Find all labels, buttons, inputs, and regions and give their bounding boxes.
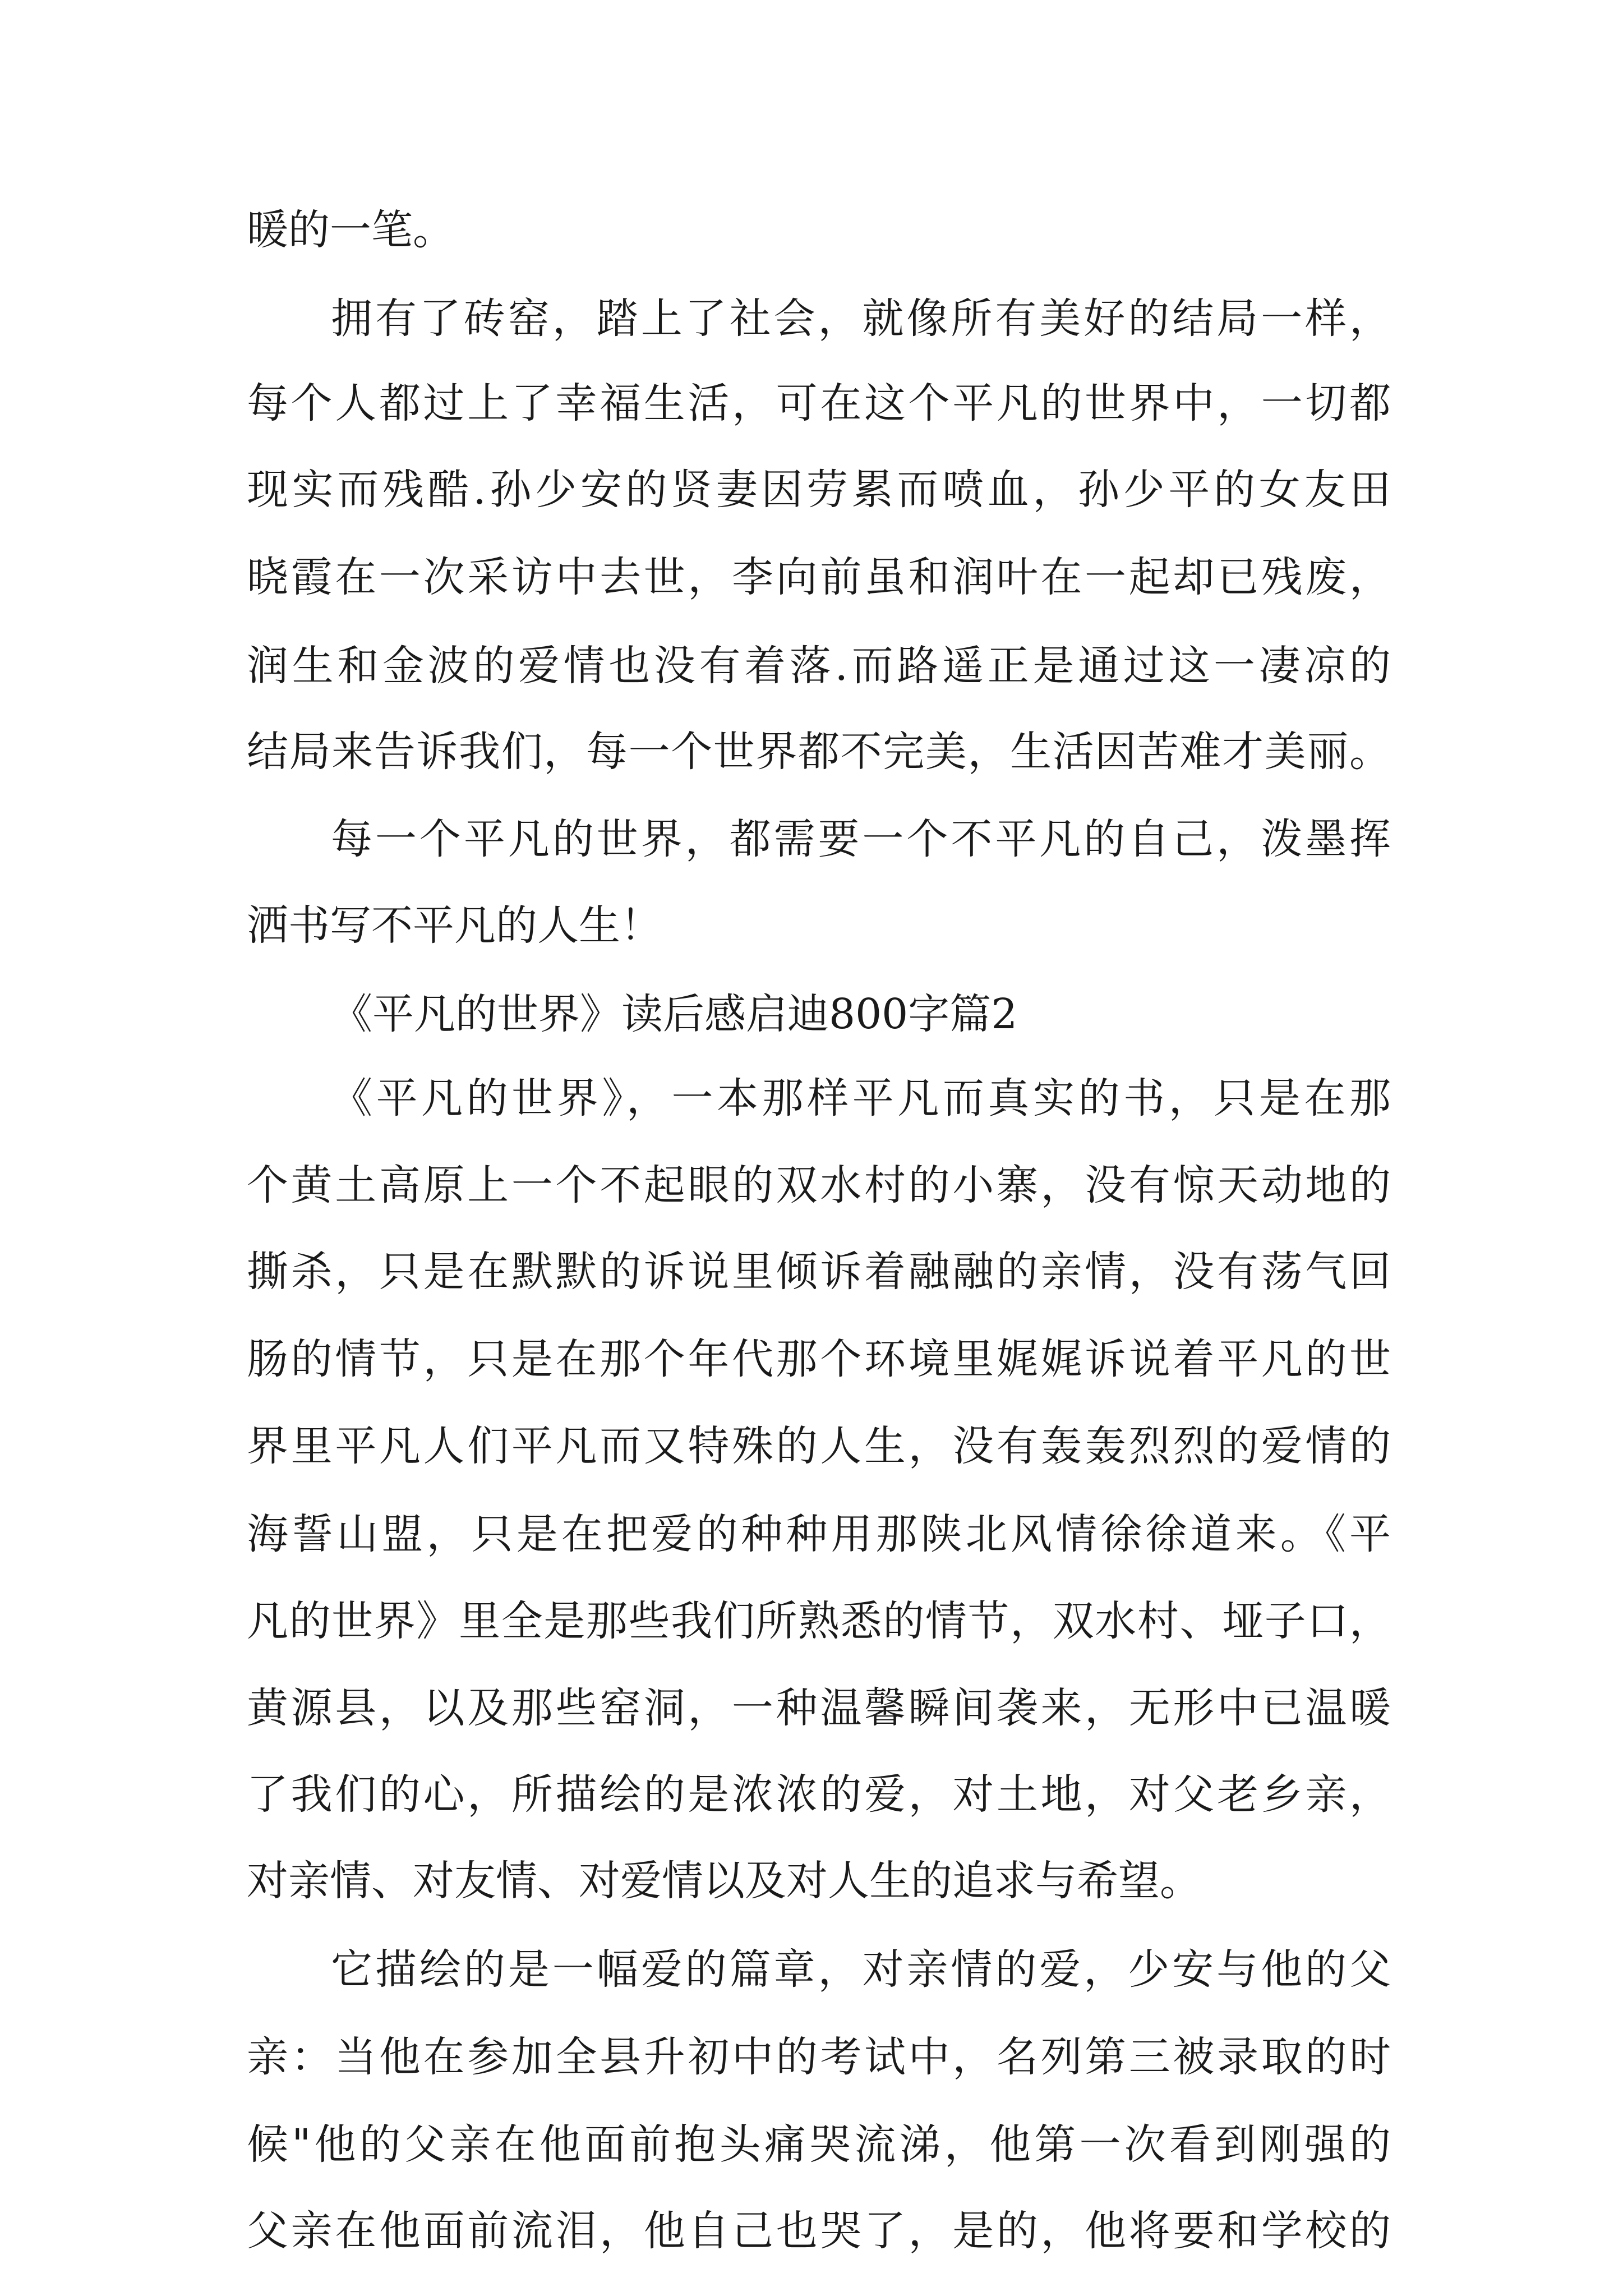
text-line: 肠的情节，只是在那个年代那个环境里娓娓诉说着平凡的世 bbox=[247, 1335, 1391, 1383]
text-line: 撕杀，只是在默默的诉说里倾诉着融融的亲情，没有荡气回 bbox=[247, 1248, 1391, 1296]
text-line: 个黄土高原上一个不起眼的双水村的小寨，没有惊天动地的 bbox=[247, 1161, 1391, 1209]
text-line: 亲：当他在参加全县升初中的考试中，名列第三被录取的时 bbox=[247, 2033, 1391, 2081]
paragraph-first-line: 《平凡的世界》，一本那样平凡而真实的书，只是在那 bbox=[331, 1074, 1391, 1122]
text-line: 海誓山盟，只是在把爱的种种用那陕北风情徐徐道来。《平 bbox=[247, 1510, 1391, 1558]
text-line: 洒书写不平凡的人生！ bbox=[247, 901, 662, 950]
text-line: 黄源县，以及那些窑洞，一种温馨瞬间袭来，无形中已温暖 bbox=[247, 1684, 1391, 1732]
text-line: 凡的世界》里全是那些我们所熟悉的情节，双水村、垭子口， bbox=[247, 1597, 1391, 1645]
section-heading: 《平凡的世界》读后感启迪800字篇2 bbox=[331, 990, 1018, 1038]
paragraph-first-line: 拥有了砖窑，踏上了社会，就像所有美好的结局一样， bbox=[331, 295, 1391, 343]
text-line: 每个人都过上了幸福生活，可在这个平凡的世界中，一切都 bbox=[247, 379, 1391, 427]
text-line: 父亲在他面前流泪，他自己也哭了，是的，他将要和学校的 bbox=[247, 2207, 1391, 2255]
text-line: 界里平凡人们平凡而又特殊的人生，没有轰轰烈烈的爱情的 bbox=[247, 1422, 1391, 1470]
text-line: 了我们的心，所描绘的是浓浓的爱，对土地，对父老乡亲， bbox=[247, 1770, 1391, 1819]
text-line: 晓霞在一次采访中去世，李向前虽和润叶在一起却已残废， bbox=[247, 553, 1391, 601]
text-line: 候"他的父亲在他面前抱头痛哭流涕，他第一次看到刚强的 bbox=[247, 2120, 1391, 2169]
paragraph-first-line: 每一个平凡的世界，都需要一个不平凡的自己，泼墨挥 bbox=[331, 815, 1391, 863]
paragraph-first-line: 它描绘的是一幅爱的篇章，对亲情的爱，少安与他的父 bbox=[331, 1945, 1391, 1994]
text-line: 对亲情、对友情、对爱情以及对人生的追求与希望。 bbox=[247, 1857, 1201, 1905]
text-line: 暖的一笔。 bbox=[247, 206, 454, 254]
text-line: 现实而残酷.孙少安的贤妻因劳累而喷血，孙少平的女友田 bbox=[247, 466, 1391, 514]
text-line: 结局来告诉我们，每一个世界都不完美，生活因苦难才美丽。 bbox=[247, 728, 1391, 776]
text-line: 润生和金波的爱情也没有着落.而路遥正是通过这一凄凉的 bbox=[247, 642, 1391, 690]
